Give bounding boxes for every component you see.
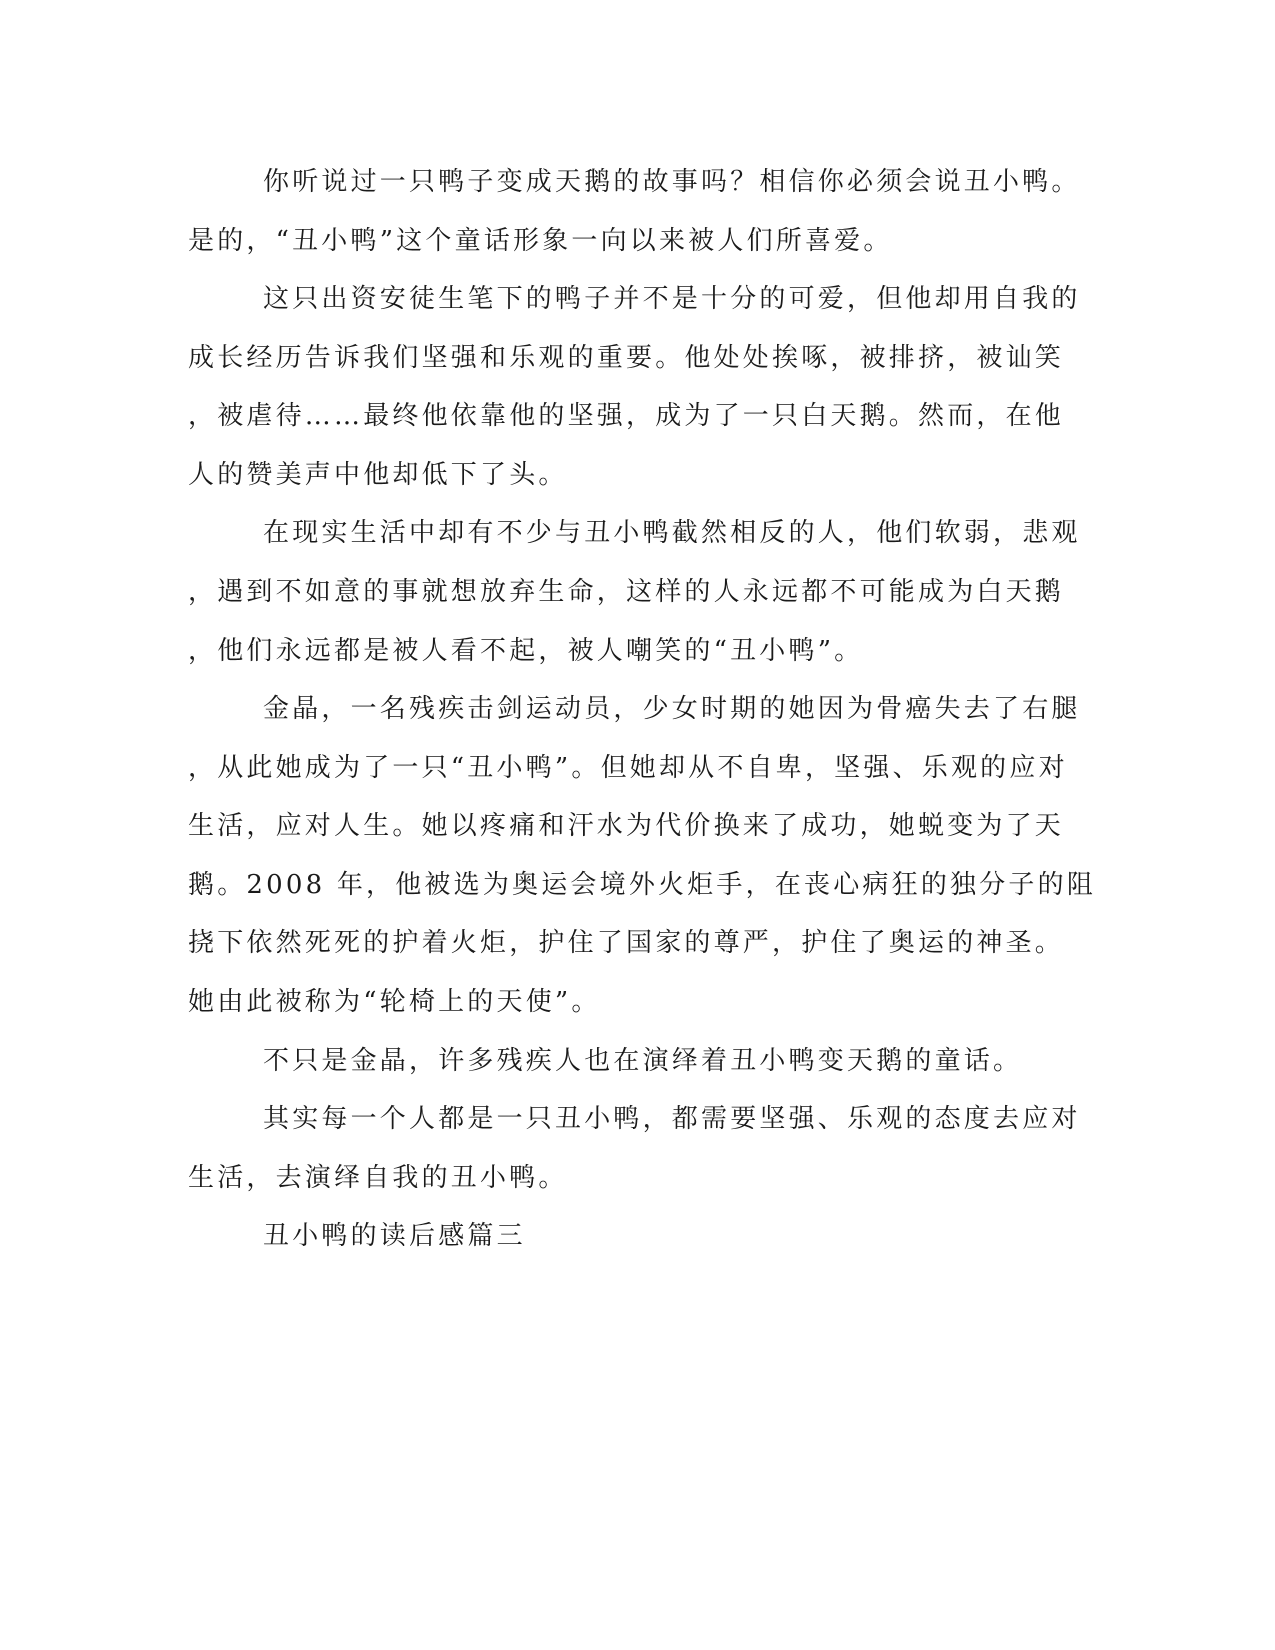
paragraph-4-line-5: 挠下依然死死的护着火炬，护住了国家的尊严，护住了奥运的神圣。 [188,928,1065,958]
paragraph-1-line-2: 是的，“丑小鸭”这个童话形象一向以来被人们所喜爱。 [188,226,893,256]
paragraph-2-line-4: 人的赞美声中他却低下了头。 [188,460,568,490]
paragraph-5-line-1: 不只是金晶，许多残疾人也在演绎着丑小鸭变天鹅的童话。 [263,1046,1023,1076]
paragraph-6-line-1: 其实每一个人都是一只丑小鸭，都需要坚强、乐观的态度去应对 [263,1104,1081,1134]
section-heading: 丑小鸭的读后感篇三 [263,1221,526,1251]
paragraph-4-line-6: 她由此被称为“轮椅上的天使”。 [188,987,601,1017]
paragraph-4-line-4: 鹅。2008 年，他被选为奥运会境外火炬手，在丧心病狂的独分子的阻 [188,870,1097,900]
paragraph-1-line-1: 你听说过一只鸭子变成天鹅的故事吗？相信你必须会说丑小鸭。 [263,167,1081,197]
paragraph-2-line-1: 这只出资安徒生笔下的鸭子并不是十分的可爱，但他却用自我的 [263,284,1081,314]
paragraph-6-line-2: 生活，去演绎自我的丑小鸭。 [188,1163,568,1193]
paragraph-4-line-3: 生活，应对人生。她以疼痛和汗水为代价换来了成功，她蜕变为了天 [188,811,1065,841]
paragraph-2-line-2: 成长经历告诉我们坚强和乐观的重要。他处处挨啄，被排挤，被讪笑 [188,343,1065,373]
paragraph-3-line-3: ，他们永远都是被人看不起，被人嘲笑的“丑小鸭”。 [188,636,864,666]
paragraph-4-line-2: ，从此她成为了一只“丑小鸭”。但她却从不自卑，坚强、乐观的应对 [188,753,1068,783]
paragraph-4-line-1: 金晶，一名残疾击剑运动员，少女时期的她因为骨癌失去了右腿 [263,694,1081,724]
paragraph-3-line-1: 在现实生活中却有不少与丑小鸭截然相反的人，他们软弱，悲观 [263,518,1081,548]
paragraph-2-line-3: ，被虐待……最终他依靠他的坚强，成为了一只白天鹅。然而，在他 [188,401,1065,431]
paragraph-3-line-2: ，遇到不如意的事就想放弃生命，这样的人永远都不可能成为白天鹅 [188,577,1065,607]
